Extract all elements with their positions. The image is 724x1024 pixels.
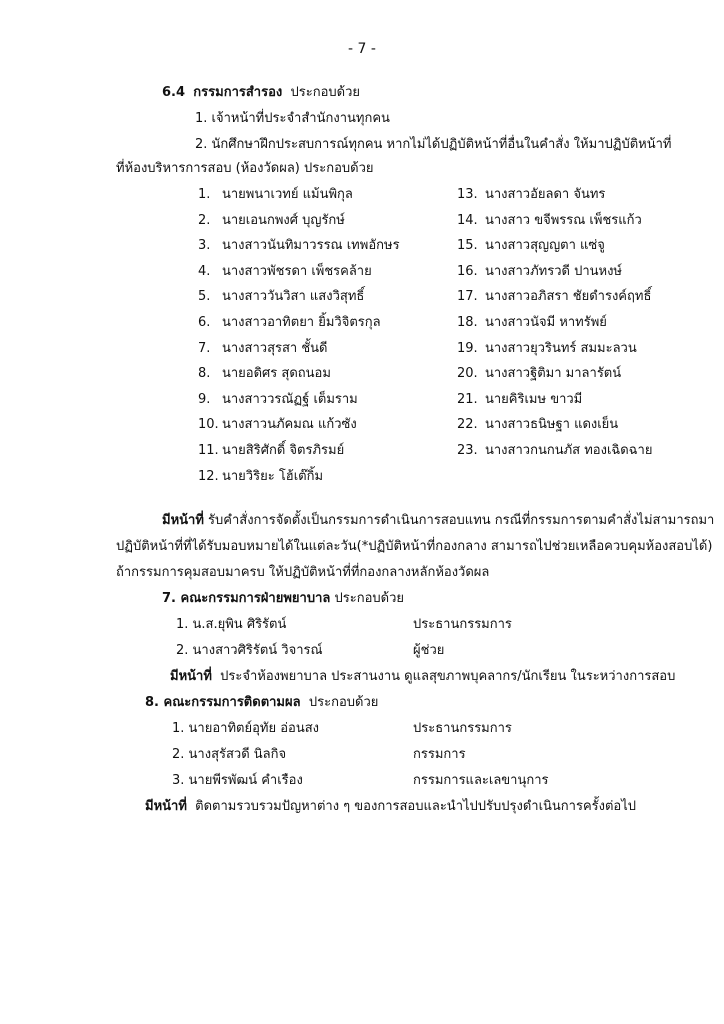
member-list-item: [198, 288, 364, 306]
member-number: 12.: [198, 468, 219, 484]
member-number: 18.: [457, 315, 478, 330]
member-number: 19.: [457, 340, 478, 356]
member-name: นางสาววรณัฏฐ์ เต็มราม: [222, 391, 358, 407]
member-name: นางสาวภัทรวดี ปานหงษ์: [485, 263, 622, 279]
section-7-member-1-name: 1. น.ส.ยุพิน ศิริรัตน์: [176, 617, 287, 632]
section-6-4-duty-line-2: ปฏิบัติหน้าที่ที่ได้รับมอบหมายได้ในแต่ละวัน(*ปฏิบัติหน้าที่กองกลาง สามารถไปช่วยเหลือควบคุมห้องสอบได้): [116, 539, 713, 554]
member-list-item: [198, 212, 345, 230]
member-number: 13.: [457, 187, 478, 202]
section-8-member-3-role: กรรมการและเลขานุการ: [413, 773, 549, 788]
member-number: 17.: [457, 289, 478, 305]
duty-text: ประจำห้องพยาบาล ประสานงาน ดูแลสุขภาพบุคลากร/นักเรียน ในระหว่างการสอบ: [220, 669, 676, 684]
member-number: 7.: [198, 340, 211, 356]
member-list-item: [457, 263, 622, 281]
member-list-item: [198, 468, 323, 486]
page-number: - 7 -: [348, 41, 376, 57]
member-name: นางสาวนัจมี หาทรัพย์: [485, 315, 607, 330]
section-title: กรรมการสำรอง: [193, 85, 283, 100]
section-8-heading: [145, 694, 378, 712]
section-7-member-2-role: ผู้ช่วย: [413, 643, 445, 658]
member-number: 22.: [457, 417, 478, 433]
section-6-4-heading: [162, 84, 360, 102]
member-name: นายเอนกพงศ์ บุญรักษ์: [222, 212, 345, 228]
member-number: 10.: [198, 417, 219, 433]
member-list-item: [198, 442, 344, 460]
member-number: 6.: [198, 315, 211, 330]
member-number: 14.: [457, 212, 478, 228]
section-suffix: ประกอบด้วย: [308, 695, 379, 710]
section-8-member-2-name: 2. นางสุรัสวดี นิลกิจ: [172, 747, 287, 762]
member-name: นางสาววันวิสา แสงวิสุทธิ์: [222, 289, 365, 305]
section-suffix: ประกอบด้วย: [334, 591, 405, 606]
section-suffix: ประกอบด้วย: [290, 85, 361, 100]
member-list-item: [198, 237, 400, 255]
member-list-item: [198, 314, 381, 332]
member-number: 11.: [198, 443, 219, 458]
member-number: 1.: [198, 187, 211, 202]
member-list-item: [198, 186, 353, 204]
section-8-duty: [145, 798, 636, 816]
section-7-heading: [162, 590, 404, 608]
member-name: นางสาวสุรสา ชั้นดี: [222, 340, 328, 356]
section-7-duty: [170, 668, 675, 686]
member-list-item: [457, 237, 605, 255]
section-number: 6.4: [162, 85, 186, 100]
member-name: นายอดิศร สุดถนอม: [222, 366, 331, 382]
member-list-item: [198, 263, 372, 281]
duty-label: มีหน้าที่: [162, 513, 204, 528]
member-number: 5.: [198, 289, 211, 305]
member-number: 9.: [198, 391, 211, 407]
section-8-member-1-name: 1. นายอาทิตย์อุทัย อ่อนสง: [172, 721, 319, 736]
section-title: 8. คณะกรรมการติดตามผล: [145, 695, 301, 710]
member-name: นายคิริเมษ ขาวมี: [485, 391, 583, 407]
member-number: 20.: [457, 366, 478, 382]
member-number: 4.: [198, 263, 211, 279]
member-list-item: [457, 391, 582, 409]
section-title: 7. คณะกรรมการฝ่ายพยาบาล: [162, 591, 331, 606]
section-6-4-duty-line-1: [162, 512, 714, 530]
section-8-member-3-name: 3. นายพีรพัฒน์ คำเรือง: [172, 773, 303, 788]
member-name: นางสาวอภิสรา ชัยดำรงค์ฤทธิ์: [485, 289, 652, 305]
section-6-4-item-2-line-1: 2. นักศึกษาฝึกประสบการณ์ทุกคน หากไม่ได้ปฏิบัติหน้าที่อื่นในคำสั่ง ให้มาปฏิบัติหน้าที่: [195, 137, 672, 152]
member-name: นางสาวธนิษฐา แดงเย็น: [485, 417, 619, 433]
member-name: นางสาวฐิติมา มาลารัตน์: [485, 366, 622, 382]
member-list-item: [457, 314, 607, 332]
member-name: นางสาว ขจีพรรณ เพ็ชรแก้ว: [485, 212, 642, 228]
member-list-item: [198, 391, 358, 409]
member-name: นางสาวนันทิมาวรรณ เทพอักษร: [222, 238, 400, 254]
member-name: นางสาวกนกนภัส ทองเฉิดฉาย: [485, 443, 653, 458]
member-list-item: [198, 340, 328, 358]
section-8-member-1-role: ประธานกรรมการ: [413, 721, 512, 736]
member-number: 21.: [457, 391, 478, 407]
member-number: 23.: [457, 443, 478, 458]
member-list-item: [457, 186, 605, 204]
section-7-member-1-role: ประธานกรรมการ: [413, 617, 512, 632]
member-number: 16.: [457, 263, 478, 279]
member-name: นางสาวยุวรินทร์ สมมะลวน: [485, 340, 637, 356]
section-6-4-item-2-line-2: ที่ห้องบริหารการสอบ (ห้องวัดผล) ประกอบด้วย: [116, 161, 374, 176]
member-number: 8.: [198, 366, 211, 382]
member-name: นายสิริศักดิ์ จิตรภิรมย์: [222, 443, 345, 458]
member-name: นางสาวอาทิตยา ยิ้มวิจิตรกุล: [222, 315, 381, 330]
duty-text: รับคำสั่งการจัดตั้งเป็นกรรมการดำเนินการสอบแทน กรณีที่กรรมการตามคำสั่งไม่สามารถมา: [208, 513, 715, 528]
member-list-item: [457, 212, 642, 230]
member-name: นางสาวนภัคมณ แก้วซัง: [222, 417, 357, 433]
duty-label: มีหน้าที่: [170, 669, 212, 684]
member-name: นายวิริยะ โฮ้เต๊กิ้ม: [222, 468, 324, 484]
member-list-item: [457, 442, 652, 460]
section-6-4-duty-line-3: ถ้ากรรมการคุมสอบมาครบ ให้ปฏิบัติหน้าที่ที่กองกลางหลักห้องวัดผล: [116, 565, 490, 580]
section-8-member-2-role: กรรมการ: [413, 747, 466, 762]
duty-label: มีหน้าที่: [145, 799, 187, 814]
member-list-item: [457, 288, 651, 306]
section-7-member-2-name: 2. นางสาวศิริรัตน์ วิจารณ์: [176, 643, 323, 658]
member-list-item: [457, 365, 621, 383]
section-6-4-item-1: 1. เจ้าหน้าที่ประจำสำนักงานทุกคน: [195, 111, 390, 126]
member-name: นางสาวอัยลดา จันทร: [485, 187, 606, 202]
duty-text: ติดตามรวบรวมปัญหาต่าง ๆ ของการสอบและนำไปปรับปรุงดำเนินการครั้งต่อไป: [195, 799, 637, 814]
member-list-item: [457, 416, 618, 434]
member-number: 2.: [198, 212, 211, 228]
member-list-item: [198, 365, 331, 383]
member-name: นายพนาเวทย์ แม้นพิกุล: [222, 187, 353, 202]
member-number: 3.: [198, 238, 211, 254]
member-list-item: [198, 416, 357, 434]
member-name: นางสาวพัชรดา เพ็ชรคล้าย: [222, 263, 372, 279]
member-name: นางสาวสุญญตา แซ่จู: [485, 238, 605, 254]
member-list-item: [457, 340, 637, 358]
member-number: 15.: [457, 238, 478, 254]
